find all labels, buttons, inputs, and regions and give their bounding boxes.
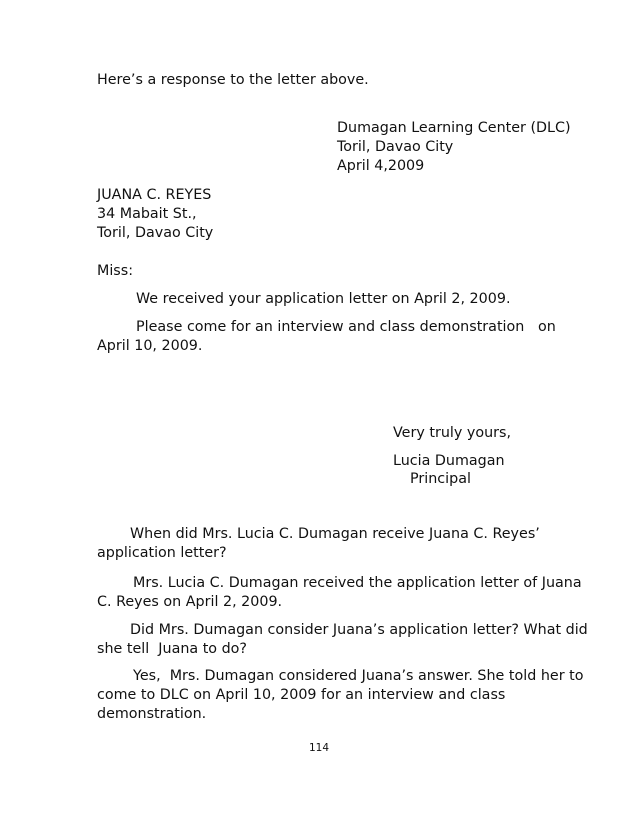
question-2-line-2: she tell Juana to do?	[97, 641, 247, 657]
answer-1-line-2: C. Reyes on April 2, 2009.	[97, 594, 283, 610]
signer-name: Lucia Dumagan	[393, 453, 505, 469]
intro-text: Here’s a response to the letter above.	[97, 72, 369, 88]
question-1	[97, 525, 557, 563]
sender-city: Toril, Davao City	[337, 139, 454, 155]
answer-1-line-1: Mrs. Lucia C. Dumagan received the application letter of Juana	[133, 575, 582, 591]
recipient-name: JUANA C. REYES	[97, 187, 212, 203]
question-2-line-1: Did Mrs. Dumagan consider Juana’s application letter? What did	[130, 622, 588, 638]
sender-organization: Dumagan Learning Center (DLC)	[337, 120, 571, 136]
letter-date: April 4,2009	[337, 158, 425, 174]
complimentary-closing: Very truly yours,	[393, 425, 512, 441]
body-paragraph-2-line-1: Please come for an interview and class demonstration on	[136, 319, 556, 335]
body-paragraph-1: We received your application letter on April 2, 2009.	[136, 291, 511, 307]
sender-address-block	[337, 119, 571, 176]
answer-2-line-2: come to DLC on April 10, 2009 for an interview and class	[97, 687, 506, 703]
question-1-line-2: application letter?	[97, 545, 227, 561]
question-2	[97, 621, 588, 659]
body-paragraph-2-line-2: April 10, 2009.	[97, 338, 203, 354]
answer-1	[97, 574, 582, 612]
page-number: 114	[308, 742, 330, 754]
recipient-address-block	[97, 186, 213, 243]
answer-2	[97, 667, 584, 724]
salutation: Miss:	[97, 263, 134, 279]
recipient-city: Toril, Davao City	[97, 225, 214, 241]
body-paragraph-2	[97, 318, 556, 356]
question-1-line-1: When did Mrs. Lucia C. Dumagan receive Juana C. Reyes’	[130, 526, 540, 542]
signer-title: Principal	[410, 471, 471, 487]
answer-2-line-3: demonstration.	[97, 706, 207, 722]
answer-2-line-1: Yes, Mrs. Dumagan considered Juana’s answer. She told her to	[133, 668, 584, 684]
recipient-street: 34 Mabait St.,	[97, 206, 197, 222]
